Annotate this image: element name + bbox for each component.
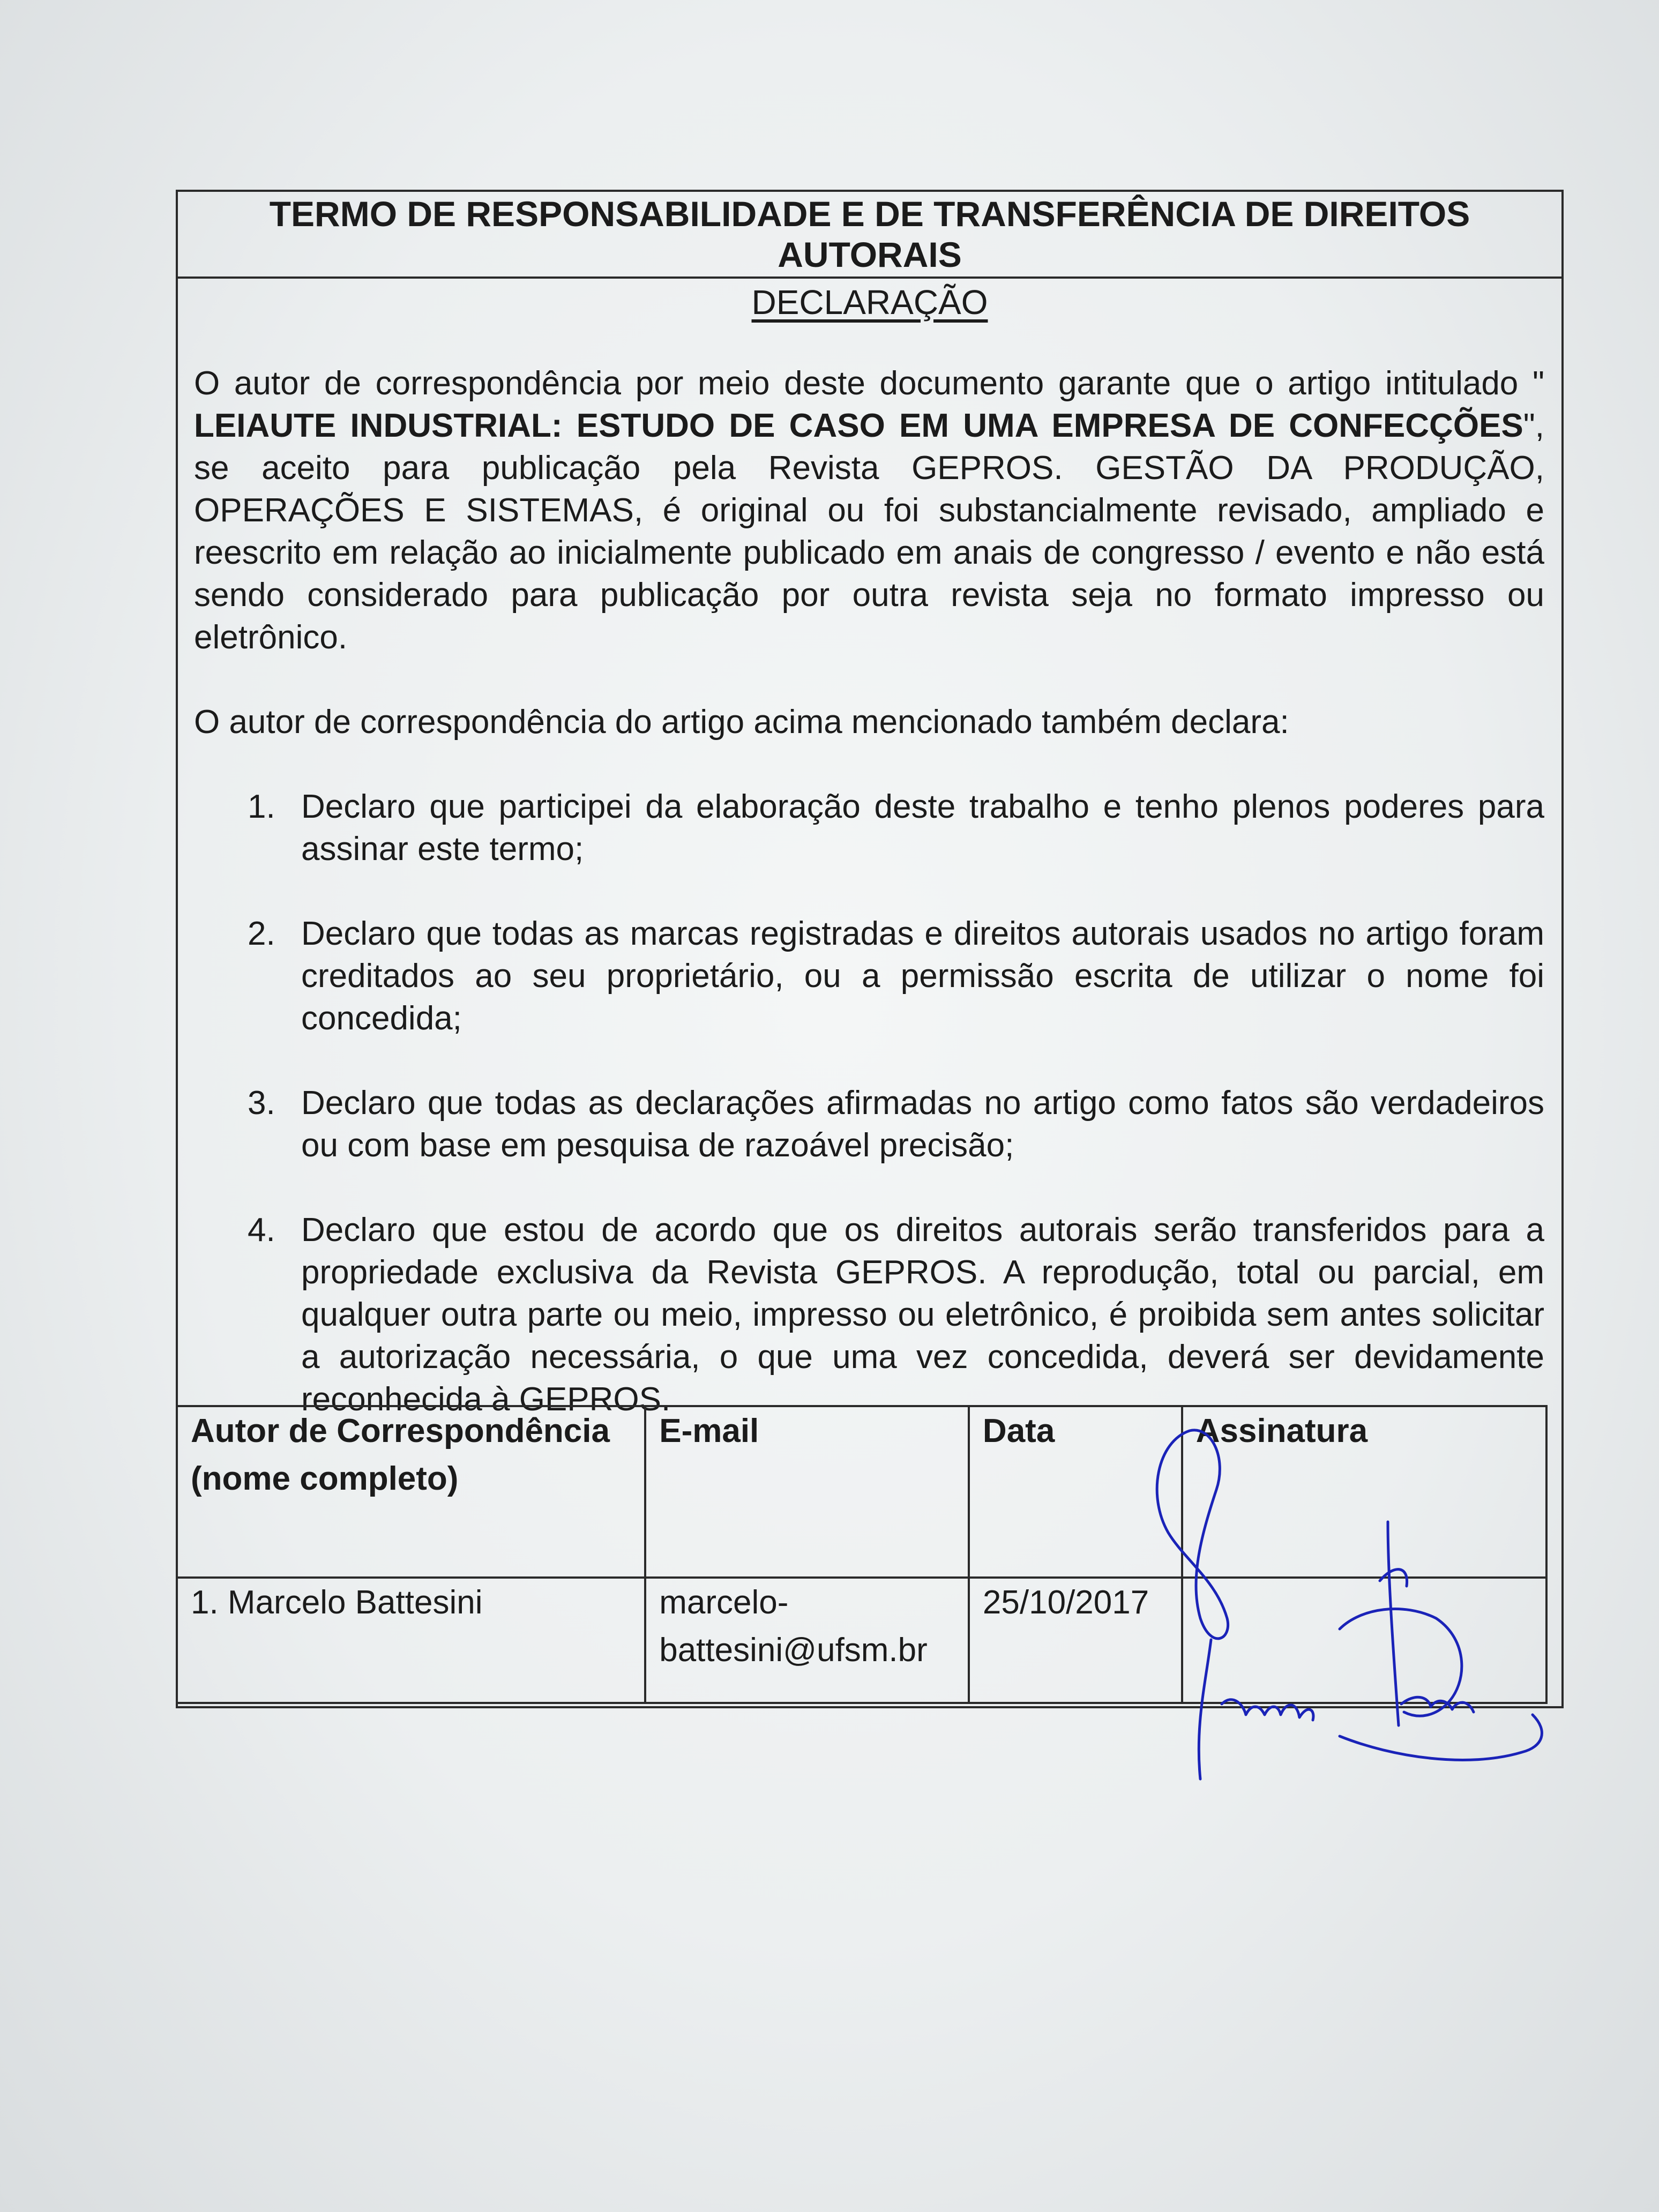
header-date: Data bbox=[969, 1406, 1182, 1578]
declaration-heading: DECLARAÇÃO bbox=[751, 283, 988, 322]
lead-paragraph: O autor de correspondência do artigo acima mencionado também declara: bbox=[194, 704, 1289, 741]
title-row bbox=[178, 192, 1561, 279]
cell-email: marcelo-battesini@ufsm.br bbox=[645, 1578, 969, 1703]
header-signature: Assinatura bbox=[1182, 1406, 1546, 1578]
handwritten-signature-icon bbox=[1136, 1404, 1554, 1790]
intro-part2: ", se aceito para publicação pela Revista GEPROS. GESTÃO DA PRODUÇÃO, OPERAÇÕES E SISTEMAS, é original ou foi substancialmente revisado, ampliado e reescrito em relação ao inicialmente publicado em anais de congresso / evento e não está sendo considerado para publicação por outra revista seja no formato impresso ou eletrônico. bbox=[194, 407, 1544, 656]
cell-author: 1. Marcelo Battesini bbox=[177, 1578, 645, 1703]
list-item-number: 2. bbox=[248, 915, 275, 952]
list-item bbox=[194, 913, 1544, 1040]
document-title: TERMO DE RESPONSABILIDADE E DE TRANSFERÊNCIA DE DIREITOS AUTORAIS bbox=[269, 194, 1470, 274]
list-item-text: Declaro que participei da elaboração deste trabalho e tenho plenos poderes para assinar este termo; bbox=[301, 788, 1544, 868]
header-author: Autor de Correspondência (nome completo) bbox=[177, 1406, 645, 1578]
list-item bbox=[194, 786, 1544, 870]
intro-part1: O autor de correspondência por meio deste documento garante que o artigo intitulado " bbox=[194, 365, 1544, 402]
list-item bbox=[194, 1082, 1544, 1167]
list-item bbox=[194, 1209, 1544, 1421]
declaration-list bbox=[194, 786, 1544, 1421]
cell-date: 25/10/2017 bbox=[969, 1578, 1182, 1703]
list-item-number: 4. bbox=[248, 1212, 275, 1249]
header-email: E-mail bbox=[645, 1406, 969, 1578]
declaration-body bbox=[194, 362, 1544, 1463]
intro-paragraph bbox=[194, 362, 1544, 659]
list-item-text: Declaro que todas as marcas registradas e direitos autorais usados no artigo foram creditados ao seu proprietário, ou a permissão escrita de utilizar o nome foi concedida; bbox=[301, 915, 1544, 1037]
list-item-text: Declaro que todas as declarações afirmadas no artigo como fatos são verdadeiros ou com base em pesquisa de razoável precisão; bbox=[301, 1085, 1544, 1164]
article-title: LEIAUTE INDUSTRIAL: ESTUDO DE CASO EM UMA EMPRESA DE CONFECÇÕES bbox=[194, 407, 1523, 444]
list-item-number: 1. bbox=[248, 788, 275, 825]
list-item-text: Declaro que estou de acordo que os direitos autorais serão transferidos para a propriedade exclusiva da Revista GEPROS. A reprodução, total ou parcial, em qualquer outra parte ou meio, impresso ou eletrônico, é proibida sem antes solicitar a autorização necessária, o que uma vez concedida, deverá ser devidamente reconhecida à GEPROS. bbox=[301, 1212, 1544, 1418]
list-item-number: 3. bbox=[248, 1085, 275, 1122]
